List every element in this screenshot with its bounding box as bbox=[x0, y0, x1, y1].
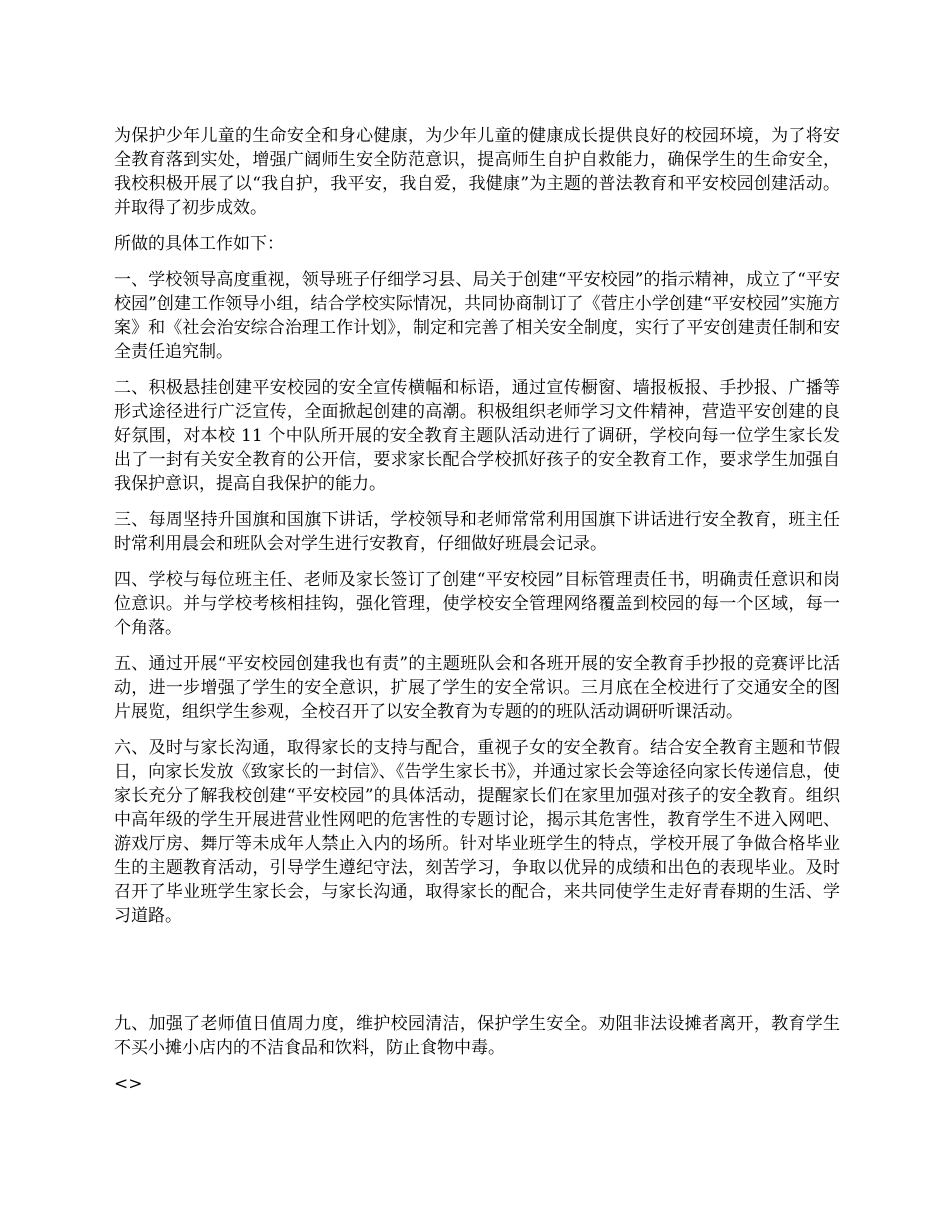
item-6-paragraph: 六、及时与家长沟通，取得家长的支持与配合，重视子女的安全教育。结合安全教育主题和节假日，向家长发放《致家长的一封信》、《告学生家长书》，并通过家长会等途径向家长传递信息，使家长充分了解我校创建“平安校园”的具体活动，提醒家长们在家里加强对孩子的安全教育。组织中高年级的学生开展进营业性网吧的危害性的专题讨论，揭示其危害性，教育学生不进入网吧、游戏厅房、舞厅等未成年人禁止入内的场所。针对毕业班学生的特点，学校开展了争做合格毕业生的主题教育活动，引导学生遵纪守法，刻苦学习，争取以优异的成绩和出色的表现毕业。及时召开了毕业班学生家长会，与家长沟通，取得家长的配合，来共同使学生走好青春期的生活、学习道路。 bbox=[114, 738, 840, 926]
item-2-paragraph: 二、积极悬挂创建平安校园的安全宣传横幅和标语，通过宣传橱窗、墙报板报、手抄报、广播等形式途径进行广泛宣传，全面掀起创建的高潮。积极组织老师学习文件精神，营造平安创建的良好氛围，对本校 11 个中队所开展的安全教育主题队活动进行了调研，学校向每一位学生家长发出了一封有关安全教育的公开信，要求家长配合学校抓好孩子的安全教育工作，要求学生加强自我保护意识，提高自我保护的能力。 bbox=[114, 378, 840, 494]
item-9-paragraph: 九、加强了老师值日值周力度，维护校园清洁，保护学生安全。劝阻非法设摊者离开，教育学生不买小摊小店内的不洁食品和饮料，防止食物中毒。 bbox=[114, 1014, 840, 1058]
tail-mark: <> bbox=[114, 1074, 143, 1094]
item-4-paragraph: 四、学校与每位班主任、老师及家长签订了创建“平安校园”目标管理责任书，明确责任意识和岗位意识。并与学校考核相挂钩，强化管理，使学校安全管理网络覆盖到校园的每一个区域，每一个角落。 bbox=[114, 570, 840, 638]
intro-paragraph: 为保护少年儿童的生命安全和身心健康，为少年儿童的健康成长提供良好的校园环境，为了将安全教育落到实处，增强广阔师生安全防范意识，提高师生自护自救能力，确保学生的生命安全，我校积极开展了以“我自护，我平安，我自爱，我健康”为主题的普法教育和平安校园创建活动。并取得了初步成效。 bbox=[114, 126, 840, 218]
item-5-paragraph: 五、通过开展“平安校园创建我也有责”的主题班队会和各班开展的安全教育手抄报的竞赛评比活动，进一步增强了学生的安全意识，扩展了学生的安全常识。三月底在全校进行了交通安全的图片展览，组织学生参观，全校召开了以安全教育为专题的的班队活动调研听课活动。 bbox=[114, 654, 840, 722]
work-list-heading: 所做的具体工作如下： bbox=[114, 234, 284, 254]
item-1-paragraph: 一、学校领导高度重视，领导班子仔细学习县、局关于创建“平安校园”的指示精神，成立了“平安校园”创建工作领导小组，结合学校实际情况，共同协商制订了《菅庄小学创建“平安校园”实施方案》和《社会治安综合治理工作计划》，制定和完善了相关安全制度，实行了平安创建责任制和安全责任追究制。 bbox=[114, 270, 840, 362]
blank-gap bbox=[114, 940, 840, 1012]
item-3-paragraph: 三、每周坚持升国旗和国旗下讲话，学校领导和老师常常利用国旗下讲话进行安全教育，班主任时常利用晨会和班队会对学生进行安教育，仔细做好班晨会记录。 bbox=[114, 510, 840, 554]
document-body bbox=[114, 124, 840, 1108]
